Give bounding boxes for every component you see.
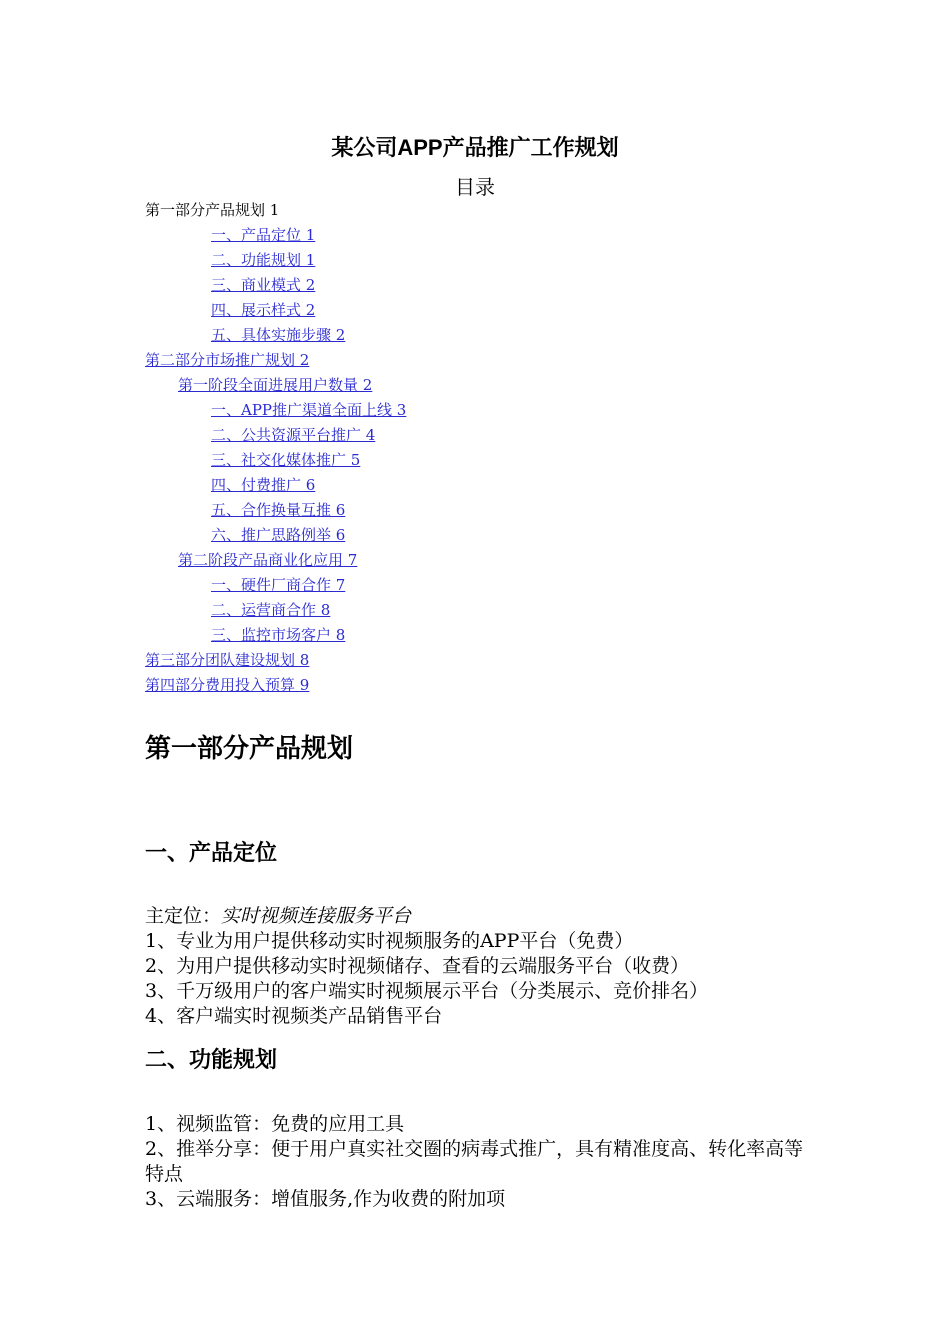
toc-item-carrier-partners[interactable]: 二、运营商合作 8 <box>211 601 331 619</box>
toc-item-part4[interactable]: 第四部分费用投入预算 9 <box>145 676 310 694</box>
feature-item: 2、推举分享：便于用户真实社交圈的病毒式推广，具有精准度高、转化率高等特点 <box>145 1138 804 1185</box>
toc-item-app-channels[interactable]: 一、APP推广渠道全面上线 3 <box>211 401 407 419</box>
toc-heading: 目录 <box>455 175 495 199</box>
toc-item-stage2[interactable]: 第二阶段产品商业化应用 7 <box>178 551 358 569</box>
toc-item-social-media[interactable]: 三、社交化媒体推广 5 <box>211 451 361 469</box>
toc-item-business-model[interactable]: 三、商业模式 2 <box>211 276 316 294</box>
toc-item-stage1[interactable]: 第一阶段全面进展用户数量 2 <box>178 376 373 394</box>
toc-item-cross-promotion[interactable]: 五、合作换量互推 6 <box>211 501 346 519</box>
section-feature-planning-heading: 二、功能规划 <box>145 1048 278 1073</box>
toc-item-product-positioning[interactable]: 一、产品定位 1 <box>211 226 316 244</box>
toc-item-surveillance-customers[interactable]: 三、监控市场客户 8 <box>211 626 346 644</box>
toc-item-hardware-partners[interactable]: 一、硬件厂商合作 7 <box>211 576 346 594</box>
part1-heading: 第一部分产品规划 <box>145 734 354 764</box>
positioning-line <box>145 904 815 929</box>
positioning-item: 2、为用户提供移动实时视频储存、查看的云端服务平台（收费） <box>145 955 690 977</box>
toc-item-part2[interactable]: 第二部分市场推广规划 2 <box>145 351 310 369</box>
positioning-item: 4、客户端实时视频类产品销售平台 <box>145 1005 443 1027</box>
toc-item-part3[interactable]: 第三部分团队建设规划 8 <box>145 651 310 669</box>
toc-item-part1[interactable]: 第一部分产品规划 1 <box>145 201 280 219</box>
section-product-positioning-heading: 一、产品定位 <box>145 841 278 866</box>
positioning-item: 3、千万级用户的客户端实时视频展示平台（分类展示、竞价排名） <box>145 980 709 1002</box>
document-title: 某公司APP产品推广工作规划 <box>331 135 619 160</box>
product-positioning-body <box>145 904 815 1029</box>
feature-planning-body <box>145 1112 815 1212</box>
toc-item-paid-promotion[interactable]: 四、付费推广 6 <box>211 476 316 494</box>
feature-item: 3、云端服务：增值服务,作为收费的附加项 <box>145 1188 506 1210</box>
toc-item-public-platforms[interactable]: 二、公共资源平台推广 4 <box>211 426 376 444</box>
positioning-value: 实时视频连接服务平台 <box>221 905 412 927</box>
feature-item: 1、视频监管：免费的应用工具 <box>145 1113 405 1135</box>
positioning-item: 1、专业为用户提供移动实时视频服务的APP平台（免费） <box>145 930 634 952</box>
toc-item-promotion-examples[interactable]: 六、推广思路例举 6 <box>211 526 346 544</box>
toc-item-implementation-steps[interactable]: 五、具体实施步骤 2 <box>211 326 346 344</box>
positioning-label: 主定位： <box>145 905 222 927</box>
toc-item-feature-planning[interactable]: 二、功能规划 1 <box>211 251 316 269</box>
toc-item-display-style[interactable]: 四、展示样式 2 <box>211 301 316 319</box>
